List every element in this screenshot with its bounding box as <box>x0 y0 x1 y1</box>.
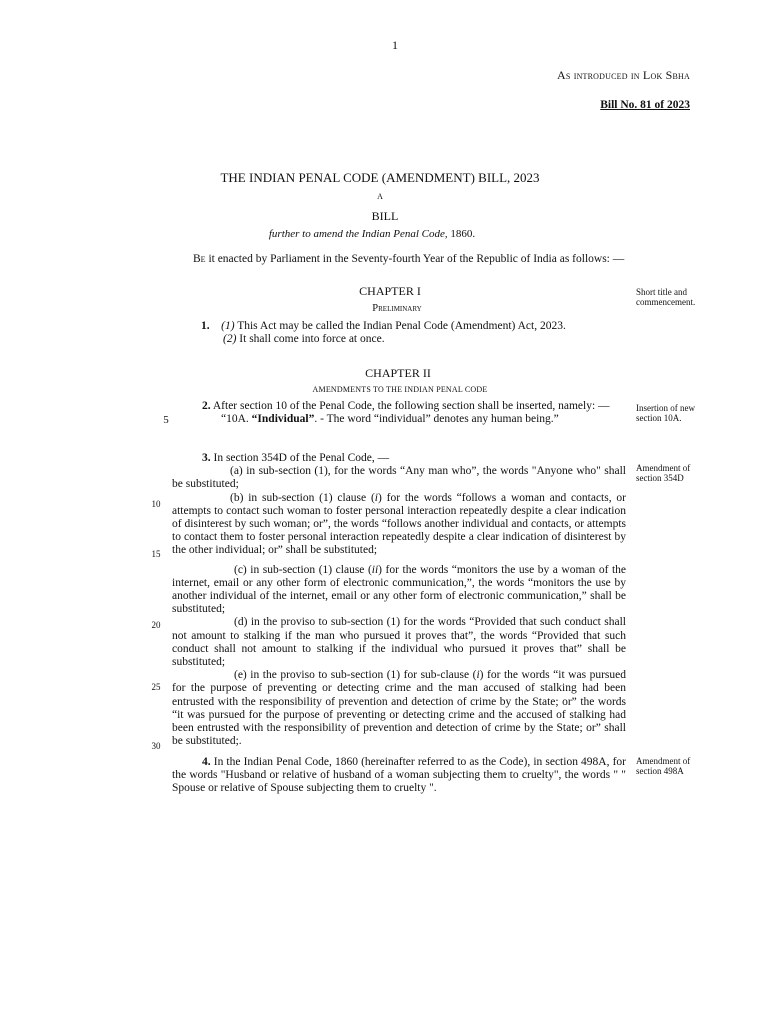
section-3-intro <box>172 452 626 465</box>
section-3-intro-text: In section 354D of the Penal Code, — <box>210 452 390 464</box>
section-2-text <box>172 400 626 413</box>
section-2-quote-pre: “10A. <box>221 413 252 426</box>
line-number-25: 25 <box>151 682 161 692</box>
section-3-clause-e-num: i <box>476 669 480 682</box>
section-2 <box>172 400 626 426</box>
line-number-30: 30 <box>151 741 161 751</box>
section-3-clause-b-text: ) for the words “follows a woman and contacts, or attempts to contact such woman to foster personal interaction repeatedly despite a clear indication of disinterest by such woman; or”, the words “follows another individual and contacts, or attempts to contact them to foster personal interaction repeatedly despite a clear indication of disinterest by the other individual; or” shall be substituted; <box>172 491 626 557</box>
section-4-number: 4. <box>202 756 211 768</box>
section-4-text <box>172 756 626 796</box>
section-2-quote-post: . - The word “individual” denotes any human being.” <box>314 413 559 426</box>
section-4 <box>172 756 626 796</box>
line-number-10: 10 <box>151 499 161 509</box>
section-1-number: 1. <box>201 320 210 332</box>
section-3-clause-e-text: ) for the words “it was pursued for the purpose of preventing or detecting crime and the man accused of stalking had been entrusted with the responsibility of prevention and detection of crime by the State; or” the words “it was pursued for the purpose of preventing or detecting crime and the accused of stalking had been entrusted with the responsibility of prevention and detection of crime by the State; or” shall be substituted;. <box>172 669 626 748</box>
page-number: 1 <box>392 38 398 52</box>
section-3 <box>172 452 626 748</box>
section-3-clause-b <box>172 492 626 558</box>
margin-note-section-10a: Insertion of new section 10A. <box>636 403 695 423</box>
chapter-1-heading: CHAPTER I <box>359 284 421 298</box>
long-title-italic: further to amend the Indian Penal Code, <box>268 228 448 240</box>
section-4-body: In the Indian Penal Code, 1860 (hereinafter referred to as the Code), in section 498A, for the words "Husband or relative of husband of a woman subjecting them to cruelty", the words " " Spouse or relative of Spouse subjecting them to cruelty ". <box>172 756 626 795</box>
section-1-line-2 <box>201 333 621 346</box>
section-3-clause-a: (a) in sub-section (1), for the words “Any man who”, the words "Anyone who" shall be substituted; <box>172 465 626 491</box>
line-number-5: 5 <box>163 414 169 426</box>
section-1-sub-1-text: This Act may be called the Indian Penal Code (Amendment) Act, 2023. <box>234 320 566 332</box>
section-3-clause-d: (d) in the proviso to sub-section (1) for the words “Provided that such conduct shall not amount to stalking if the man who pursued it proves that”, the words “Provided that such conduct shall not amount to stalking if the individual who pursued it proves that” shall be substituted; <box>172 616 626 669</box>
section-3-clause-c <box>172 564 626 617</box>
section-3-number: 3. <box>202 452 211 464</box>
long-title-year: 1860. <box>447 228 476 240</box>
section-3-clause-b-pre: (b) in sub-section (1) clause ( <box>230 491 375 504</box>
section-3-clause-e-pre: (e) in the proviso to sub-section (1) for sub-clause ( <box>234 669 477 682</box>
chapter-2-heading: CHAPTER II <box>365 366 431 380</box>
a-label: A <box>377 192 383 201</box>
long-title <box>0 228 744 240</box>
bill-label: BILL <box>371 209 399 223</box>
margin-note-section-498a: Amendment of section 498A <box>636 756 691 776</box>
section-3-clause-c-pre: (c) in sub-section (1) clause ( <box>234 563 372 576</box>
section-1-line-1 <box>201 320 621 333</box>
section-3-clause-c-text: ) for the words “monitors the use by a woman of the internet, email or any other form of electronic communication,”, the words “monitors the use by another individual of the internet, email or any other form of electronic communication,” shall be substituted; <box>172 563 627 616</box>
section-2-quote-term: “Individual” <box>251 413 315 426</box>
chapter-1-subheading: Preliminary <box>372 303 422 314</box>
section-2-body: After section 10 of the Penal Code, the following section shall be inserted, namely: — <box>210 400 610 412</box>
enacting-initial: Be <box>193 253 206 265</box>
margin-note-section-354d: Amendment of section 354D <box>636 463 691 483</box>
chapter-2-subheading: AMENDMENTS TO THE INDIAN PENAL CODE <box>312 385 488 394</box>
section-1-sub-2-num: (2) <box>223 333 237 345</box>
margin-note-short-title: Short title and commencement. <box>636 287 696 307</box>
section-1-sub-1-num: (1) <box>221 320 235 332</box>
section-3-clause-c-num: ii <box>371 563 379 576</box>
section-1 <box>201 320 621 346</box>
enacting-formula <box>193 252 625 267</box>
enacting-text: it enacted by Parliament in the Seventy-fourth Year of the Republic of India as follows: — <box>205 253 625 265</box>
section-2-number: 2. <box>202 400 211 412</box>
line-number-20: 20 <box>151 620 161 630</box>
bill-number: Bill No. 81 of 2023 <box>600 99 690 111</box>
section-3-clause-b-num: i <box>374 491 378 504</box>
section-2-quote <box>172 413 626 426</box>
section-1-sub-2-text: It shall come into force at once. <box>236 333 385 345</box>
line-number-15: 15 <box>151 549 161 559</box>
section-3-clause-e <box>172 669 626 748</box>
introduced-label: As introduced in Lok Sbha <box>556 68 690 82</box>
bill-title: THE INDIAN PENAL CODE (AMENDMENT) BILL, 2023 <box>220 170 540 185</box>
